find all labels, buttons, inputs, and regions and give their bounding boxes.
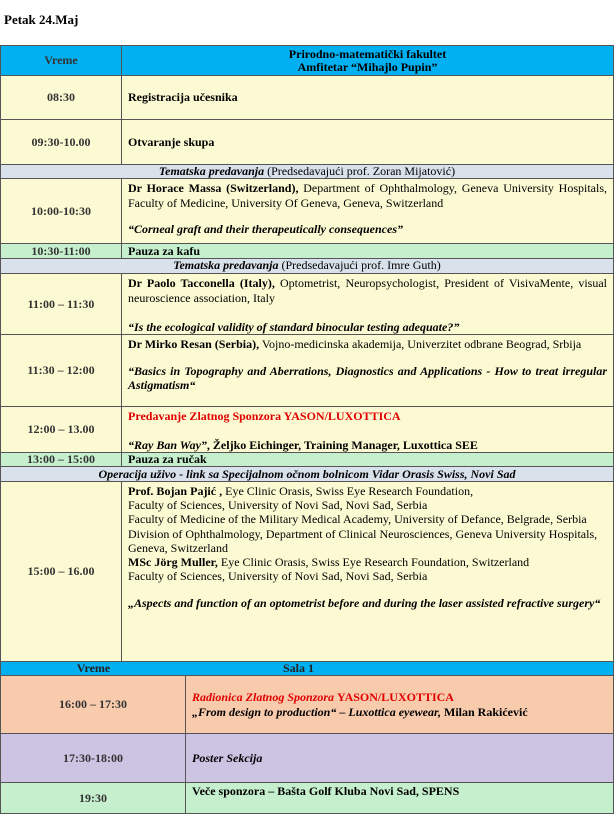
schedule-row-sponsor-evening <box>0 783 614 814</box>
affiliation-line: Division of Ophthalmology, Department of Clinical Neurosciences, Geneva University Hospitals, Geneva, Switzerland <box>128 526 598 555</box>
section-header-1 <box>0 165 614 179</box>
row-text: Veče sponzora – Bašta Golf Kluba Novi Sad, SPENS <box>192 784 460 798</box>
row-time: 12:00 – 13.00 <box>1 407 122 452</box>
speaker-1: Prof. Bojan Pajić , Eye Clinic Orasis, Swiss Eye Research Foundation, <box>128 484 474 498</box>
section-header-3 <box>0 467 614 482</box>
speaker-name: Dr Mirko Resan (Serbia), <box>128 337 260 351</box>
row-text <box>122 274 613 334</box>
hall-header-time-label: Vreme <box>76 661 111 675</box>
row-time: 17:30-18:00 <box>1 734 186 782</box>
hall-header <box>0 662 614 676</box>
row-text: Poster Sekcija <box>192 750 263 765</box>
schedule-row-sponsor-lecture <box>0 407 614 453</box>
speaker-name: Dr Paolo Tacconella (Italy), <box>128 276 275 290</box>
talk-title: „Aspects and function of an optometrist before and during the laser assisted refractive surgery“ <box>128 596 601 611</box>
section-title: Tematska predavanja (Predsedavajući prof. Imre Guth) <box>173 258 441 272</box>
workshop-title: Radionica Zlatnog Sponzora YASON/LUXOTTICA <box>192 690 454 704</box>
header-venue <box>122 46 613 75</box>
speaker-affiliation: Department of Ophthalmology, Geneva University Hospitals, Faculty of Medicine, University Of Geneva, Geneva, Switzerland <box>128 181 608 210</box>
venue-line-1: Prirodno-matematički fakultet <box>288 47 447 61</box>
day-title: Petak 24.Maj <box>4 12 79 27</box>
row-text <box>186 676 613 733</box>
schedule-row-massa <box>0 179 614 244</box>
section-header-2 <box>0 259 614 274</box>
venue-line-2: Amfitetar “Mihajlo Pupin” <box>297 60 438 74</box>
header-time-label: Vreme <box>1 46 122 75</box>
row-time: 10:00-10:30 <box>1 179 122 243</box>
table-header <box>0 45 614 76</box>
schedule-row-coffee <box>0 244 614 259</box>
schedule-row-registration <box>0 76 614 120</box>
affiliation-line: Faculty of Medicine of the Military Medical Academy, University of Defance, Belgrade, Serbia <box>128 512 587 527</box>
speaker-2: MSc Jörg Muller, Eye Clinic Orasis, Swiss Eye Research Foundation, Switzerland <box>128 555 530 570</box>
row-text: Otvaranje skupa <box>128 134 215 149</box>
schedule-row-poster <box>0 734 614 783</box>
row-time: 16:00 – 17:30 <box>1 676 186 733</box>
schedule-row-live-surgery <box>0 482 614 662</box>
speaker-affiliation: Vojno-medicinska akademija, Univerzitet odbrane Beograd, Srbija <box>259 337 582 351</box>
row-time: 10:30-11:00 <box>1 244 122 258</box>
row-time: 11:30 – 12:00 <box>1 335 122 406</box>
speaker-name: Dr Horace Massa (Switzerland), <box>128 181 299 195</box>
talk-title: “Is the ecological validity of standard binocular testing adequate?” <box>128 320 460 334</box>
row-text: Pauza za kafu <box>128 244 200 258</box>
talk-title: “Corneal graft and their therapeutically consequences” <box>128 222 404 236</box>
row-time: 11:00 – 11:30 <box>1 274 122 334</box>
row-text <box>122 482 613 661</box>
row-text <box>122 407 613 452</box>
sponsor-lecture-title: Predavanje Zlatnog Sponzora YASON/LUXOTTICA <box>128 409 401 423</box>
row-text <box>122 335 613 406</box>
hall-header-name: Sala 1 <box>282 661 314 675</box>
row-text <box>122 179 613 243</box>
row-text: Pauza za ručak <box>128 452 207 466</box>
section-title: Tematska predavanja (Predsedavajući prof. Zoran Mijatović) <box>158 164 456 178</box>
section-title: Operacija uživo - link sa Specijalnom očnom bolnicom Vidar Orasis Swiss, Novi Sad <box>98 467 516 481</box>
sponsor-lecture-talk: “Ray Ban Way”, Željko Eichinger, Training Manager, Luxottica SEE <box>128 437 478 452</box>
affiliation-line: Faculty of Sciences, University of Novi Sad, Novi Sad, Serbia <box>128 569 428 584</box>
row-time: 13:00 – 15:00 <box>1 453 122 466</box>
row-time: 08:30 <box>1 76 122 119</box>
affiliation-line: Faculty of Sciences, University of Novi Sad, Novi Sad, Serbia <box>128 498 428 513</box>
schedule-row-lunch <box>0 453 614 467</box>
talk-title: “Basics in Topography and Aberrations, Diagnostics and Applications - How to treat irregular Astigmatism“ <box>128 363 607 392</box>
row-time: 19:30 <box>1 783 186 813</box>
schedule-row-resan <box>0 335 614 407</box>
row-time: 09:30-10.00 <box>1 120 122 164</box>
workshop-talk: „From design to production“ – Luxottica eyewear, Milan Rakićević <box>192 704 528 719</box>
schedule-row-tacconella <box>0 274 614 335</box>
schedule-row-workshop <box>0 676 614 734</box>
schedule-row-opening <box>0 120 614 165</box>
speaker-affiliation: Optometrist, Neuropsychologist, President of VisivaMente, visual neuroscience association, Italy <box>128 276 607 305</box>
row-time: 15:00 – 16.00 <box>1 482 122 661</box>
row-text: Registracija učesnika <box>128 90 238 105</box>
